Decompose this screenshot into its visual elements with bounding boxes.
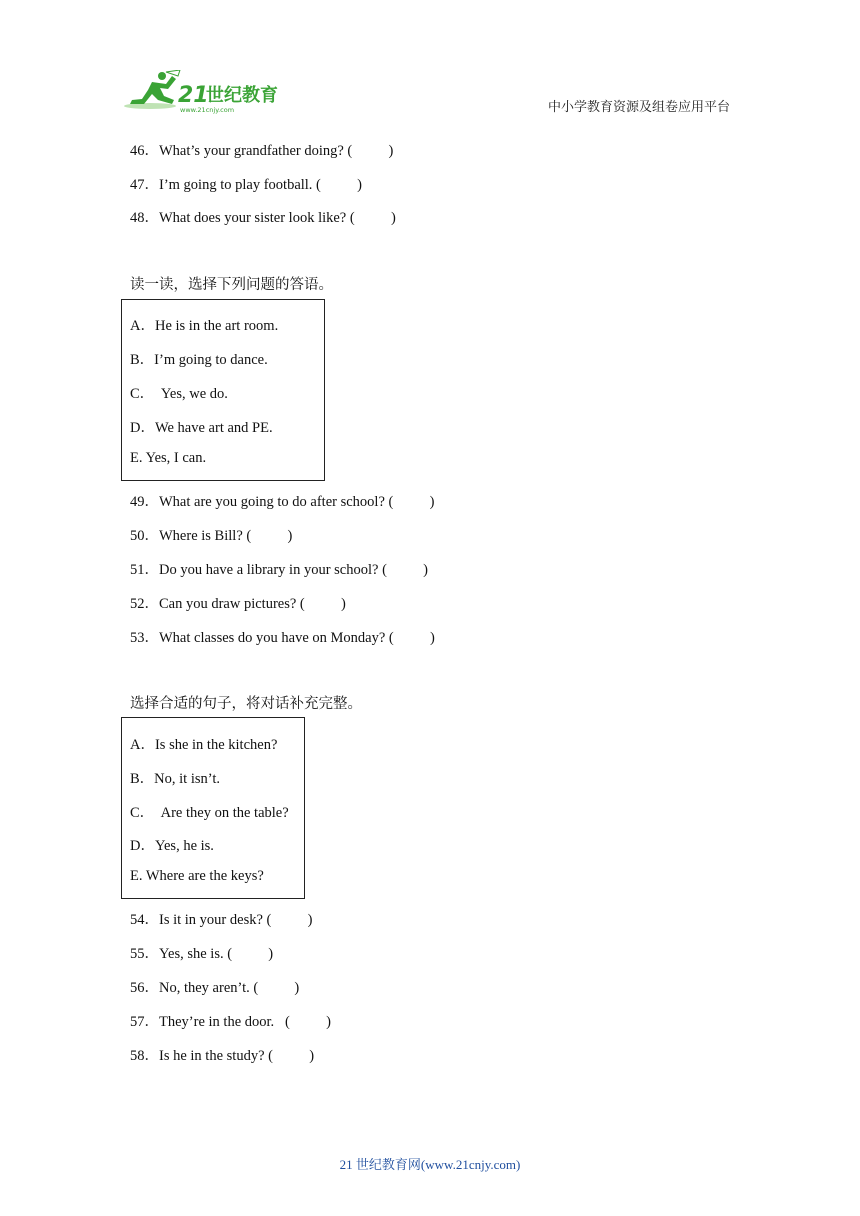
question-50: 50．Where is Bill? ( ) bbox=[130, 528, 293, 544]
question-51: 51．Do you have a library in your school? ( ) bbox=[130, 562, 428, 578]
question-47: 47．I’m going to play football. ( ) bbox=[130, 177, 362, 193]
question-53: 53．What classes do you have on Monday? ( ) bbox=[130, 630, 435, 646]
option-c: C． Yes, we do. bbox=[130, 386, 228, 402]
logo-url: www.21cnjy.com bbox=[180, 106, 235, 114]
question-56: 56．No, they aren’t. ( ) bbox=[130, 980, 300, 996]
question-58: 58．Is he in the study? ( ) bbox=[130, 1048, 315, 1064]
option-d: D．Yes, he is. bbox=[130, 838, 214, 854]
option-d: D．We have art and PE. bbox=[130, 420, 273, 436]
logo-brand: 世纪教育 bbox=[206, 85, 278, 106]
option-b: B．No, it isn’t. bbox=[130, 771, 220, 787]
question-54: 54．Is it in your desk? ( ) bbox=[130, 912, 313, 928]
runner-logo-icon bbox=[122, 70, 292, 115]
question-55: 55．Yes, she is. ( ) bbox=[130, 946, 274, 962]
platform-name: 中小学教育资源及组卷应用平台 bbox=[548, 100, 731, 115]
question-52: 52．Can you draw pictures? ( ) bbox=[130, 596, 346, 612]
section3-instruction: 选择合适的句子，将对话补充完整。 bbox=[130, 696, 362, 712]
logo-number: 21 bbox=[178, 83, 209, 108]
question-57: 57．They’re in the door. ( ) bbox=[130, 1014, 331, 1030]
option-c: C． Are they on the table? bbox=[130, 805, 289, 821]
footer-link[interactable]: 21 世纪教育网(www.21cnjy.com) bbox=[339, 1157, 521, 1172]
logo bbox=[122, 70, 292, 115]
question-48: 48．What does your sister look like? ( ) bbox=[130, 210, 396, 226]
option-a: A．He is in the art room. bbox=[130, 318, 279, 334]
option-e: E. Yes, I can. bbox=[130, 450, 207, 466]
option-e: E. Where are the keys? bbox=[130, 868, 264, 884]
section2-instruction: 读一读，选择下列问题的答语。 bbox=[130, 277, 333, 293]
option-a: A．Is she in the kitchen? bbox=[130, 737, 278, 753]
option-b: B．I’m going to dance. bbox=[130, 352, 268, 368]
question-46: 46．What’s your grandfather doing? ( ) bbox=[130, 143, 394, 159]
question-49: 49．What are you going to do after school? ( ) bbox=[130, 494, 435, 510]
